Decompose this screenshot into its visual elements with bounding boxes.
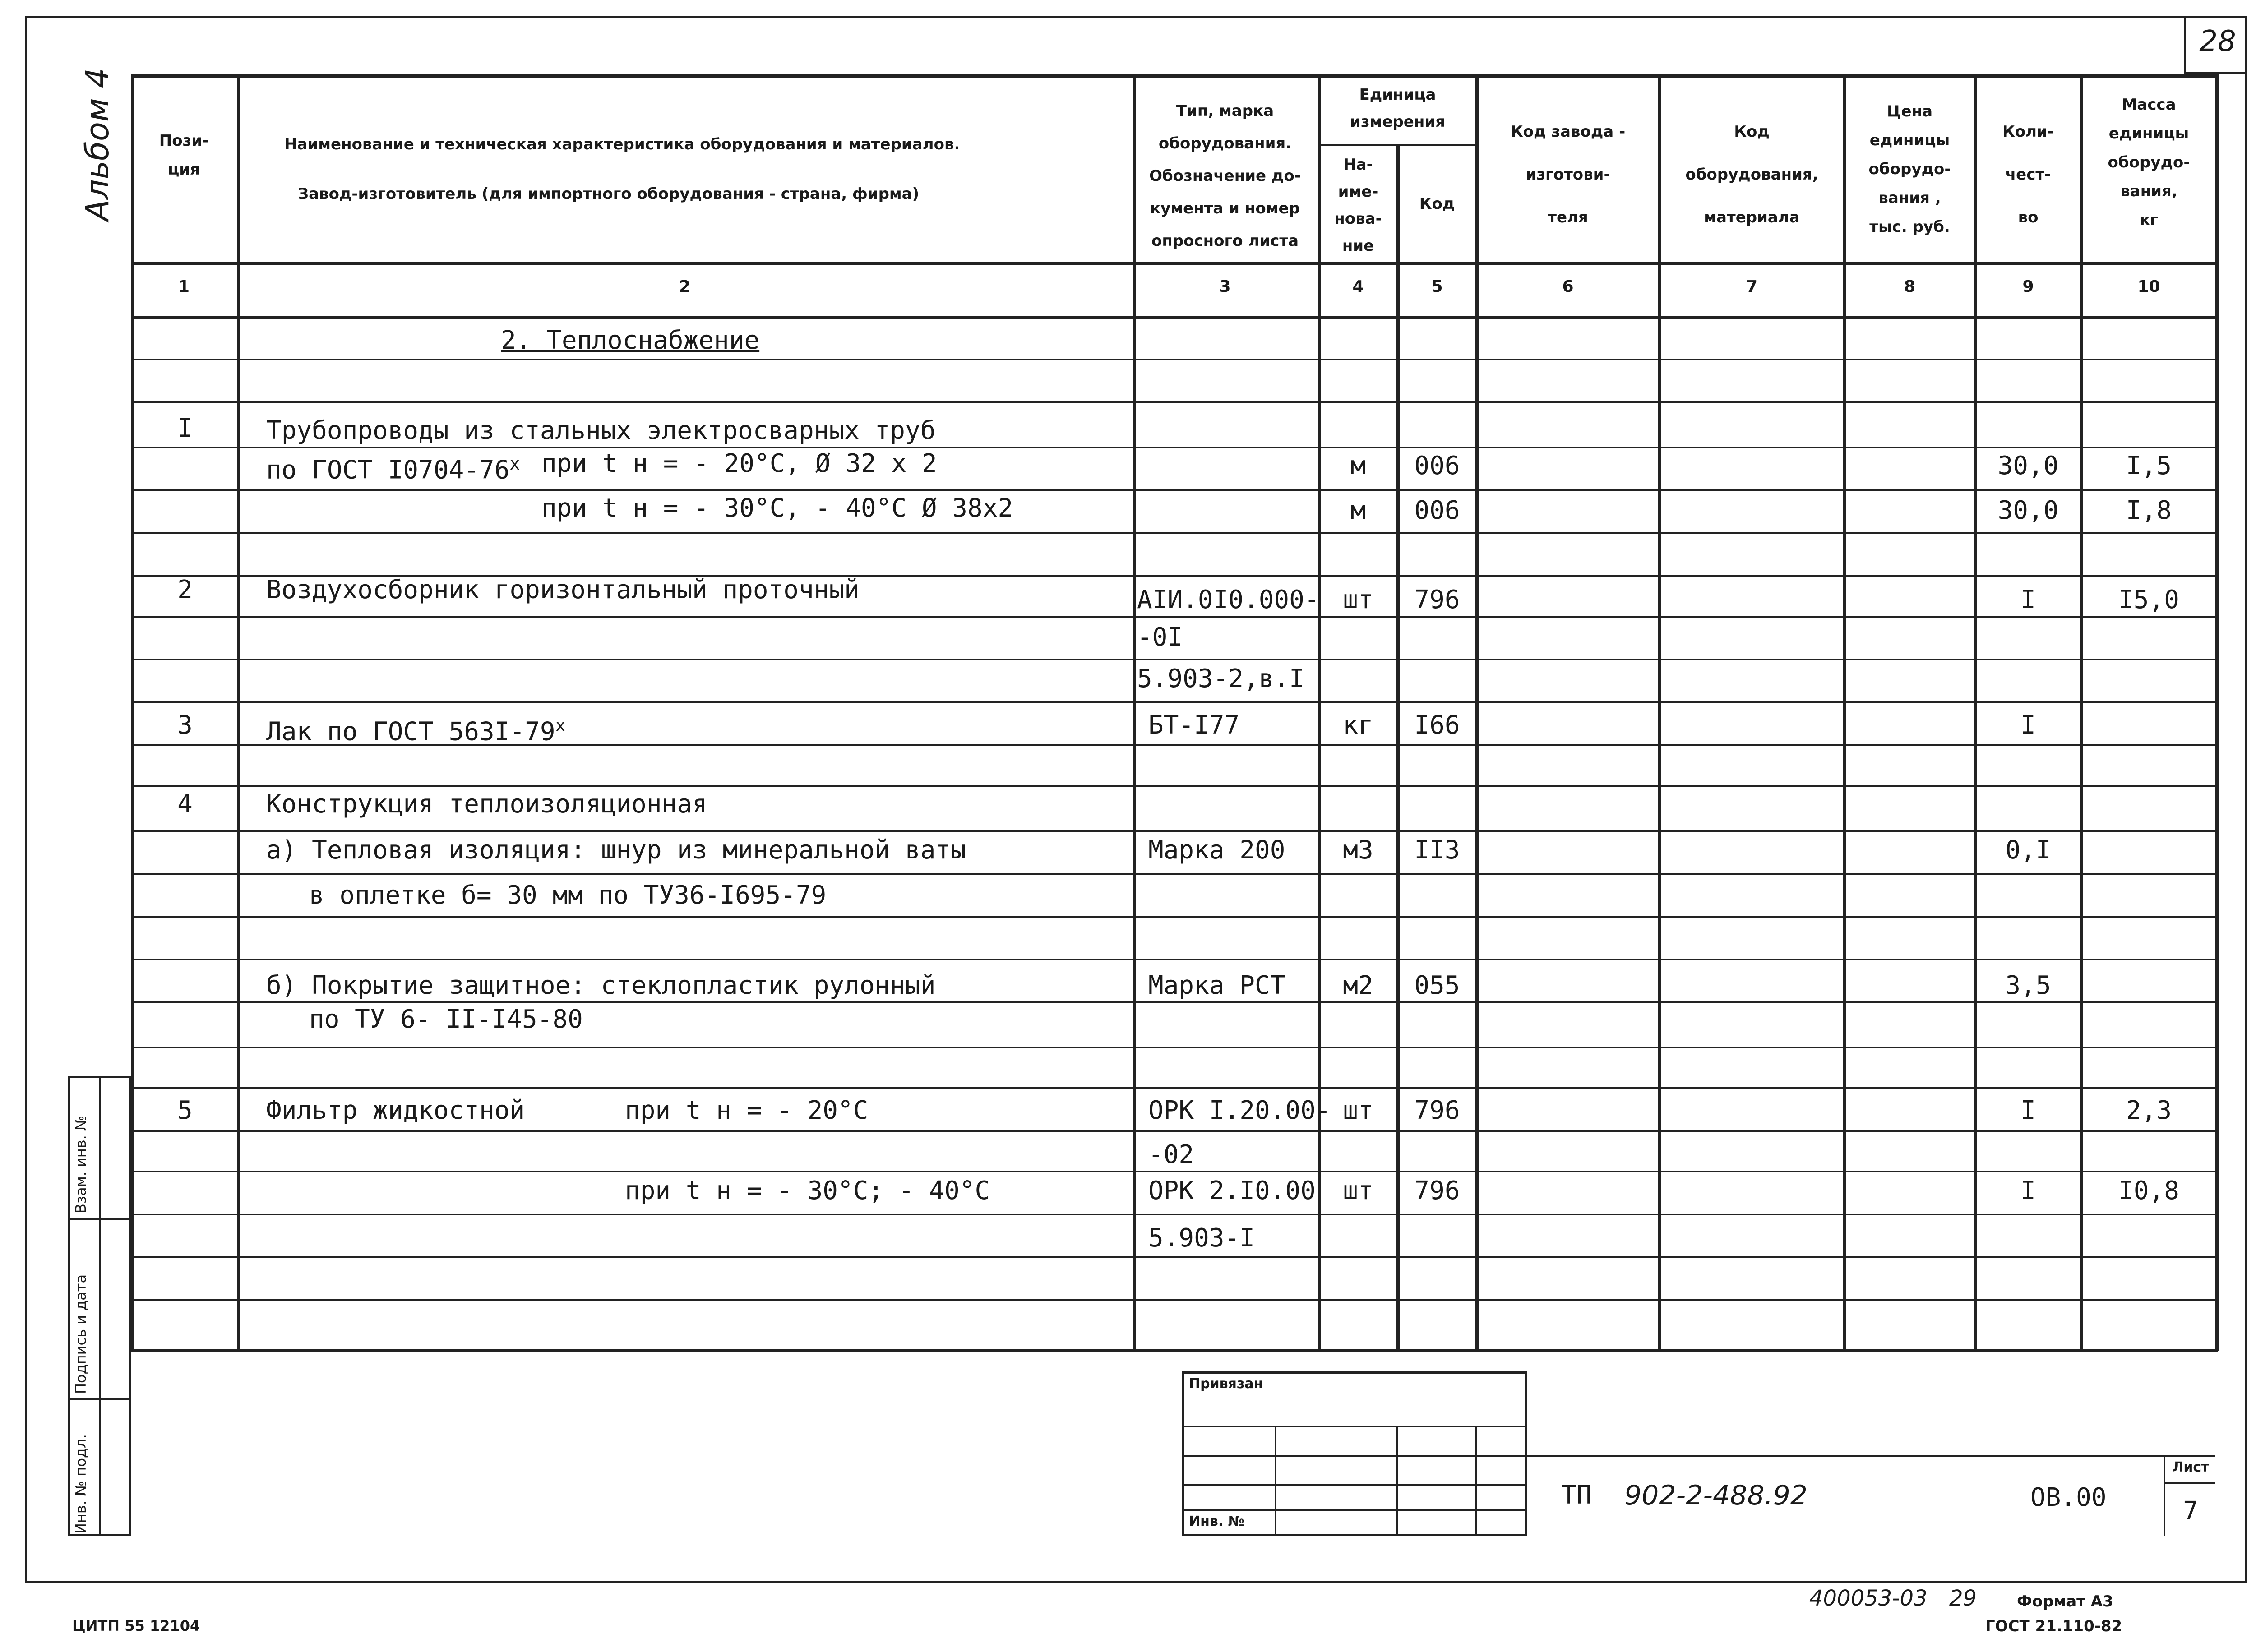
header-position — [133, 126, 235, 184]
side-label-inv-original: Инв. № подл. — [72, 1434, 89, 1534]
side-strip-inner — [99, 1076, 101, 1536]
header-unit-group-line-1: Единица — [1359, 86, 1436, 104]
row-separator — [131, 489, 2218, 491]
header-factory-code — [1478, 111, 1658, 239]
row-8-position: 4 — [177, 789, 193, 819]
row-separator — [131, 1214, 2218, 1215]
sheet-cell-left — [2164, 1455, 2165, 1536]
row-4-code: 796 — [1414, 585, 1460, 614]
header-mass-line-2: единицы — [2108, 125, 2189, 143]
row-separator — [131, 659, 2218, 660]
header-factory-code-line-1: Код завода - — [1510, 123, 1626, 141]
header-equipment-code-line-1: Код — [1734, 123, 1770, 141]
row-7-name — [266, 712, 565, 746]
header-price-line-4: вания , — [1878, 189, 1941, 207]
doc-suffix: ОВ.00 — [2030, 1483, 2107, 1512]
header-type-line-4: кумента и номер — [1150, 199, 1300, 217]
row-separator — [131, 785, 2218, 787]
row-15-mass: I0,8 — [2118, 1176, 2179, 1205]
footer-order: 400053-03 — [1809, 1586, 1928, 1611]
row-15-name-tail: при t н = - 30°С; - 40°С — [625, 1176, 990, 1205]
row-7-name-main: Лак по ГОСТ 563I-79 — [266, 717, 555, 747]
col-line-2 — [1133, 74, 1136, 1351]
header-mass-line-3: оборудо- — [2108, 153, 2190, 171]
row-13-name: Фильтр жидкостной — [266, 1096, 525, 1125]
row-7-code: I66 — [1414, 711, 1460, 740]
col-line-6 — [1658, 74, 1661, 1351]
colnum-9: 9 — [2022, 277, 2034, 296]
header-type-line-1: Тип, марка — [1176, 102, 1274, 120]
row-4-position: 2 — [177, 575, 193, 605]
colnum-7: 7 — [1746, 277, 1758, 296]
header-equipment-code — [1660, 111, 1843, 239]
col-line-7 — [1843, 74, 1846, 1351]
row-11-unit: м2 — [1343, 971, 1373, 1000]
bound-vline-3 — [1475, 1426, 1477, 1536]
row-10-name: в оплетке б= 30 мм по ТУ36-I695-79 — [309, 881, 827, 910]
row-3-unit: м — [1350, 496, 1366, 525]
colnum-3: 3 — [1219, 277, 1231, 296]
row-11-qty: 3,5 — [2005, 971, 2051, 1000]
row-12-name: по ТУ 6- II-I45-80 — [309, 1005, 583, 1034]
header-price — [1845, 97, 1974, 241]
col-right-border — [2215, 74, 2219, 1351]
colnum-bottom-line — [131, 316, 2218, 319]
colnum-4: 4 — [1352, 277, 1364, 296]
header-unit-name-line-4: ние — [1342, 237, 1374, 255]
header-unit-group-line-2: измерения — [1350, 113, 1445, 131]
bound-vline-1 — [1275, 1426, 1276, 1536]
header-name-line-1: Наименование и техническая характеристика оборудования и материалов. — [284, 135, 960, 153]
row-15-unit: шт — [1343, 1176, 1373, 1205]
corner-sheet-number: 28 — [2199, 25, 2236, 58]
bound-label: Привязан — [1189, 1376, 1263, 1392]
row-13-name-tail: при t н = - 20°С — [625, 1096, 869, 1125]
side-label-signature-date: Подпись и дата — [72, 1274, 89, 1394]
footer-order-page: 29 — [1949, 1586, 1977, 1611]
row-4-mass: I5,0 — [2118, 585, 2179, 614]
row-8-name: Конструкция теплоизоляционная — [266, 789, 707, 819]
header-price-line-5: тыс. руб. — [1869, 218, 1950, 236]
row-2-unit: м — [1350, 451, 1366, 480]
footer-format: Формат А3 — [2017, 1592, 2113, 1610]
row-13-type: ОРК I.20.00- — [1148, 1096, 1331, 1125]
row-separator — [131, 830, 2218, 832]
sheet-value: 7 — [2183, 1496, 2198, 1526]
row-2-name-main: по ГОСТ I0704-76 — [266, 455, 510, 485]
header-equipment-code-line-2: оборудования, — [1685, 166, 1818, 184]
row-5-type: -0I — [1137, 623, 1183, 652]
row-4-qty: I — [2020, 585, 2036, 614]
row-separator — [131, 401, 2218, 403]
row-separator — [131, 616, 2218, 618]
row-2-name-tail: при t н = - 20°С, Ø 32 x 2 — [541, 449, 937, 478]
header-quantity-line-3: во — [2018, 208, 2039, 226]
row-2-qty: 30,0 — [1997, 451, 2059, 480]
row-7-type: БТ-I77 — [1148, 711, 1240, 740]
header-price-line-1: Цена — [1886, 102, 1933, 120]
colnum-8: 8 — [1904, 277, 1916, 296]
row-separator — [131, 701, 2218, 703]
row-separator — [131, 1087, 2218, 1089]
row-15-qty: I — [2020, 1176, 2036, 1205]
row-4-type: АIИ.0I0.000- — [1137, 585, 1320, 614]
header-name-line-2: Завод-изготовитель (для импортного оборудования - страна, фирма) — [298, 185, 920, 203]
footer-left: ЦИТП 55 12104 — [72, 1617, 200, 1634]
row-3-qty: 30,0 — [1997, 496, 2059, 525]
row-separator — [131, 532, 2218, 534]
row-13-mass: 2,3 — [2126, 1096, 2172, 1125]
row-11-type: Марка РСТ — [1148, 971, 1285, 1000]
row-14-type: -02 — [1148, 1140, 1194, 1169]
colnum-5: 5 — [1431, 277, 1443, 296]
row-9-code: II3 — [1414, 835, 1460, 865]
row-2-mass: I,5 — [2126, 451, 2172, 480]
colnum-2: 2 — [679, 277, 691, 296]
header-factory-code-line-3: теля — [1548, 208, 1588, 226]
header-equipment-code-line-3: материала — [1704, 208, 1800, 226]
header-type-line-3: Обозначение до- — [1149, 167, 1301, 185]
doc-prefix: ТП — [1561, 1481, 1592, 1510]
col-line-4 — [1396, 144, 1400, 1351]
side-label-replace-inv: Взам. инв. № — [72, 1115, 89, 1214]
header-unit-name-line-1: На- — [1343, 156, 1373, 174]
row-1-position: I — [177, 414, 193, 443]
header-type-line-5: опросного листа — [1151, 232, 1299, 250]
row-11-name: б) Покрытие защитное: стеклопластик рулонный — [266, 971, 936, 1000]
header-price-line-3: оборудо- — [1868, 160, 1951, 178]
row-3-mass: I,8 — [2126, 496, 2172, 525]
header-unit-name — [1320, 151, 1396, 259]
row-separator — [131, 1256, 2218, 1258]
row-2-name-sup: х — [509, 454, 520, 474]
header-bottom-line — [131, 262, 2218, 265]
footer-gost: ГОСТ 21.110-82 — [1985, 1617, 2122, 1635]
row-separator — [131, 916, 2218, 918]
row-9-unit: м3 — [1343, 835, 1373, 865]
header-quantity — [1976, 111, 2080, 239]
header-type — [1135, 95, 1315, 257]
row-separator — [131, 1001, 2218, 1003]
row-separator — [131, 1130, 2218, 1132]
row-7-name-sup: х — [555, 715, 566, 735]
row-2-code: 006 — [1414, 451, 1460, 480]
sheet-cell-divider — [2164, 1482, 2215, 1484]
row-7-unit: кг — [1343, 711, 1373, 740]
row-15-type: ОРК 2.I0.00 — [1148, 1176, 1316, 1205]
row-11-code: 055 — [1414, 971, 1460, 1000]
col-line-1 — [237, 74, 240, 1351]
colnum-6: 6 — [1562, 277, 1574, 296]
header-quantity-line-2: чест- — [2005, 166, 2051, 184]
row-3-name: при t н = - 30°С, - 40°С Ø 38х2 — [541, 494, 1013, 523]
row-13-qty: I — [2020, 1096, 2036, 1125]
row-9-qty: 0,I — [2005, 835, 2051, 865]
header-position-line-2: ция — [168, 161, 200, 179]
header-mass-line-4: вания, — [2120, 182, 2177, 200]
row-separator — [131, 1349, 2218, 1352]
col-line-5 — [1475, 74, 1479, 1351]
colnum-10: 10 — [2137, 277, 2160, 296]
section-title: 2. Теплоснабжение — [501, 326, 760, 355]
header-mass — [2082, 90, 2215, 235]
header-unit-name-line-2: име- — [1338, 183, 1378, 201]
col-line-9 — [2080, 74, 2083, 1351]
album-label: Альбом 4 — [79, 68, 116, 221]
row-15-code: 796 — [1414, 1176, 1460, 1205]
row-1-name: Трубопроводы из стальных электросварных труб — [266, 416, 936, 445]
row-7-qty: I — [2020, 711, 2036, 740]
header-position-line-1: Пози- — [159, 132, 209, 150]
row-16-type: 5.903-I — [1148, 1223, 1255, 1253]
header-mass-line-1: Масса — [2122, 96, 2176, 114]
header-factory-code-line-2: изготови- — [1526, 166, 1610, 184]
row-13-code: 796 — [1414, 1096, 1460, 1125]
row-2-name — [266, 450, 520, 484]
colnum-1: 1 — [178, 277, 190, 296]
table-top-line — [131, 74, 2218, 78]
row-9-type: Марка 200 — [1148, 835, 1285, 865]
row-13-position: 5 — [177, 1096, 193, 1125]
row-6-type: 5.903-2,в.I — [1137, 664, 1304, 693]
row-separator — [131, 1047, 2218, 1048]
doc-code: 902-2-488.92 — [1624, 1480, 1808, 1511]
row-7-position: 3 — [177, 711, 193, 740]
row-4-name: Воздухосборник горизонтальный проточный — [266, 575, 860, 605]
title-block-top — [1527, 1455, 2215, 1457]
header-unit-group — [1320, 81, 1475, 135]
row-separator — [131, 1299, 2218, 1301]
header-price-line-2: единицы — [1869, 131, 1950, 149]
row-13-unit: шт — [1343, 1096, 1373, 1125]
row-3-code: 006 — [1414, 496, 1460, 525]
row-4-unit: шт — [1343, 585, 1373, 614]
row-separator — [131, 873, 2218, 875]
header-type-line-2: оборудования. — [1158, 134, 1292, 152]
header-unit-name-line-3: нова- — [1334, 210, 1382, 228]
row-separator — [131, 959, 2218, 960]
row-separator — [131, 447, 2218, 448]
inv-label: Инв. № — [1189, 1514, 1244, 1529]
row-separator — [131, 359, 2218, 360]
col-left-border — [131, 74, 134, 1351]
bound-vline-2 — [1396, 1426, 1398, 1536]
row-9-name: а) Тепловая изоляция: шнур из минеральной ваты — [266, 835, 966, 865]
row-separator — [131, 1171, 2218, 1172]
header-mass-line-5: кг — [2140, 211, 2158, 229]
sheet-label: Лист — [2172, 1459, 2209, 1475]
header-quantity-line-1: Коли- — [2002, 123, 2054, 141]
header-unit-code: Код — [1419, 195, 1455, 213]
header-name — [239, 120, 1130, 219]
